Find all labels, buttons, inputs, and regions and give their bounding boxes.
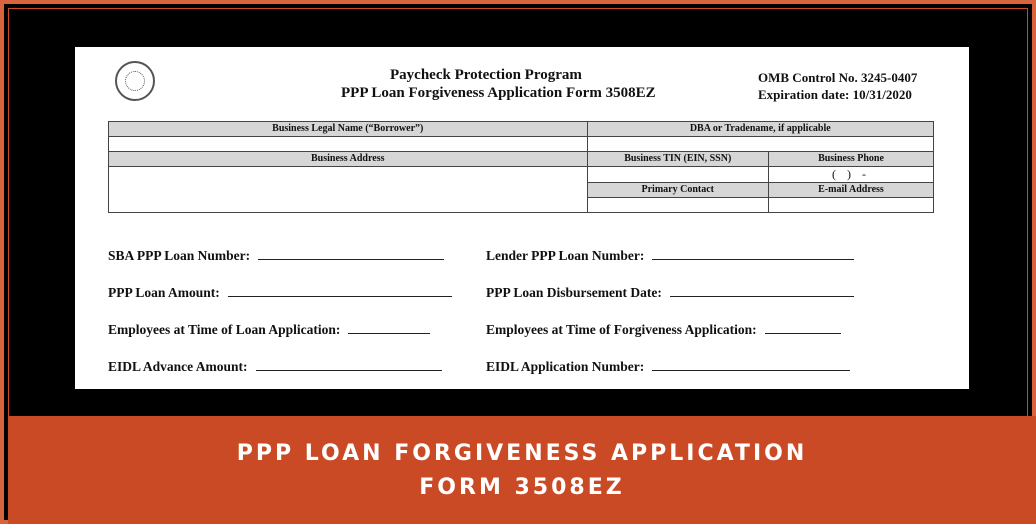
loan-fields bbox=[108, 247, 938, 395]
disbursement-date bbox=[486, 284, 854, 301]
disbursement-date-input[interactable] bbox=[670, 284, 854, 297]
phone-header: Business Phone bbox=[769, 152, 934, 167]
eidl-number bbox=[486, 358, 850, 375]
contact-header: Primary Contact bbox=[587, 183, 769, 198]
tin-field[interactable] bbox=[587, 167, 769, 183]
legal-name-header: Business Legal Name (“Borrower”) bbox=[109, 122, 588, 137]
sba-seal-icon bbox=[115, 61, 155, 101]
eidl-number-label: EIDL Application Number: bbox=[486, 359, 645, 374]
disbursement-date-label: PPP Loan Disbursement Date: bbox=[486, 285, 662, 300]
caption-line-2: FORM 3508EZ bbox=[419, 475, 625, 500]
field-row bbox=[108, 358, 938, 395]
address-header: Business Address bbox=[109, 152, 588, 167]
legal-name-field[interactable] bbox=[109, 137, 588, 152]
caption-line-1: PPP LOAN FORGIVENESS APPLICATION bbox=[236, 441, 808, 466]
eidl-advance bbox=[108, 358, 442, 375]
omb-control-number: OMB Control No. 3245-0407 bbox=[758, 70, 918, 85]
program-title: Paycheck Protection Program bbox=[390, 67, 582, 83]
eidl-advance-label: EIDL Advance Amount: bbox=[108, 359, 248, 374]
employees-forgiveness-input[interactable] bbox=[765, 321, 841, 334]
caption-text bbox=[8, 437, 1036, 505]
phone-mask: ( ) - bbox=[832, 167, 870, 181]
lender-loan-number-input[interactable] bbox=[652, 247, 854, 260]
tin-header: Business TIN (EIN, SSN) bbox=[587, 152, 769, 167]
employees-application-label: Employees at Time of Loan Application: bbox=[108, 322, 341, 337]
expiration-date: Expiration date: 10/31/2020 bbox=[758, 87, 912, 102]
sba-loan-number-label: SBA PPP Loan Number: bbox=[108, 248, 251, 263]
employees-application-input[interactable] bbox=[348, 321, 430, 334]
email-field[interactable] bbox=[769, 198, 934, 213]
form-title: PPP Loan Forgiveness Application Form 3508EZ bbox=[341, 85, 656, 101]
sba-loan-number bbox=[108, 247, 444, 264]
employees-forgiveness-label: Employees at Time of Forgiveness Application: bbox=[486, 322, 757, 337]
borrower-info-table bbox=[108, 121, 934, 213]
eidl-advance-input[interactable] bbox=[256, 358, 442, 371]
field-row bbox=[108, 284, 938, 321]
field-row bbox=[108, 321, 938, 358]
lender-loan-number-label: Lender PPP Loan Number: bbox=[486, 248, 645, 263]
caption-banner bbox=[8, 416, 1036, 524]
employees-forgiveness bbox=[486, 321, 841, 338]
address-field[interactable] bbox=[109, 167, 588, 213]
lender-loan-number bbox=[486, 247, 854, 264]
omb-info bbox=[758, 69, 917, 103]
dba-header: DBA or Tradename, if applicable bbox=[587, 122, 934, 137]
employees-application bbox=[108, 321, 430, 338]
sba-loan-number-input[interactable] bbox=[258, 247, 444, 260]
form-document bbox=[75, 47, 969, 389]
field-row bbox=[108, 247, 938, 284]
email-header: E-mail Address bbox=[769, 183, 934, 198]
phone-field[interactable] bbox=[769, 167, 934, 183]
contact-field[interactable] bbox=[587, 198, 769, 213]
form-header bbox=[325, 67, 675, 102]
dba-field[interactable] bbox=[587, 137, 934, 152]
eidl-number-input[interactable] bbox=[652, 358, 850, 371]
loan-amount-input[interactable] bbox=[228, 284, 452, 297]
loan-amount-label: PPP Loan Amount: bbox=[108, 285, 220, 300]
loan-amount bbox=[108, 284, 452, 301]
